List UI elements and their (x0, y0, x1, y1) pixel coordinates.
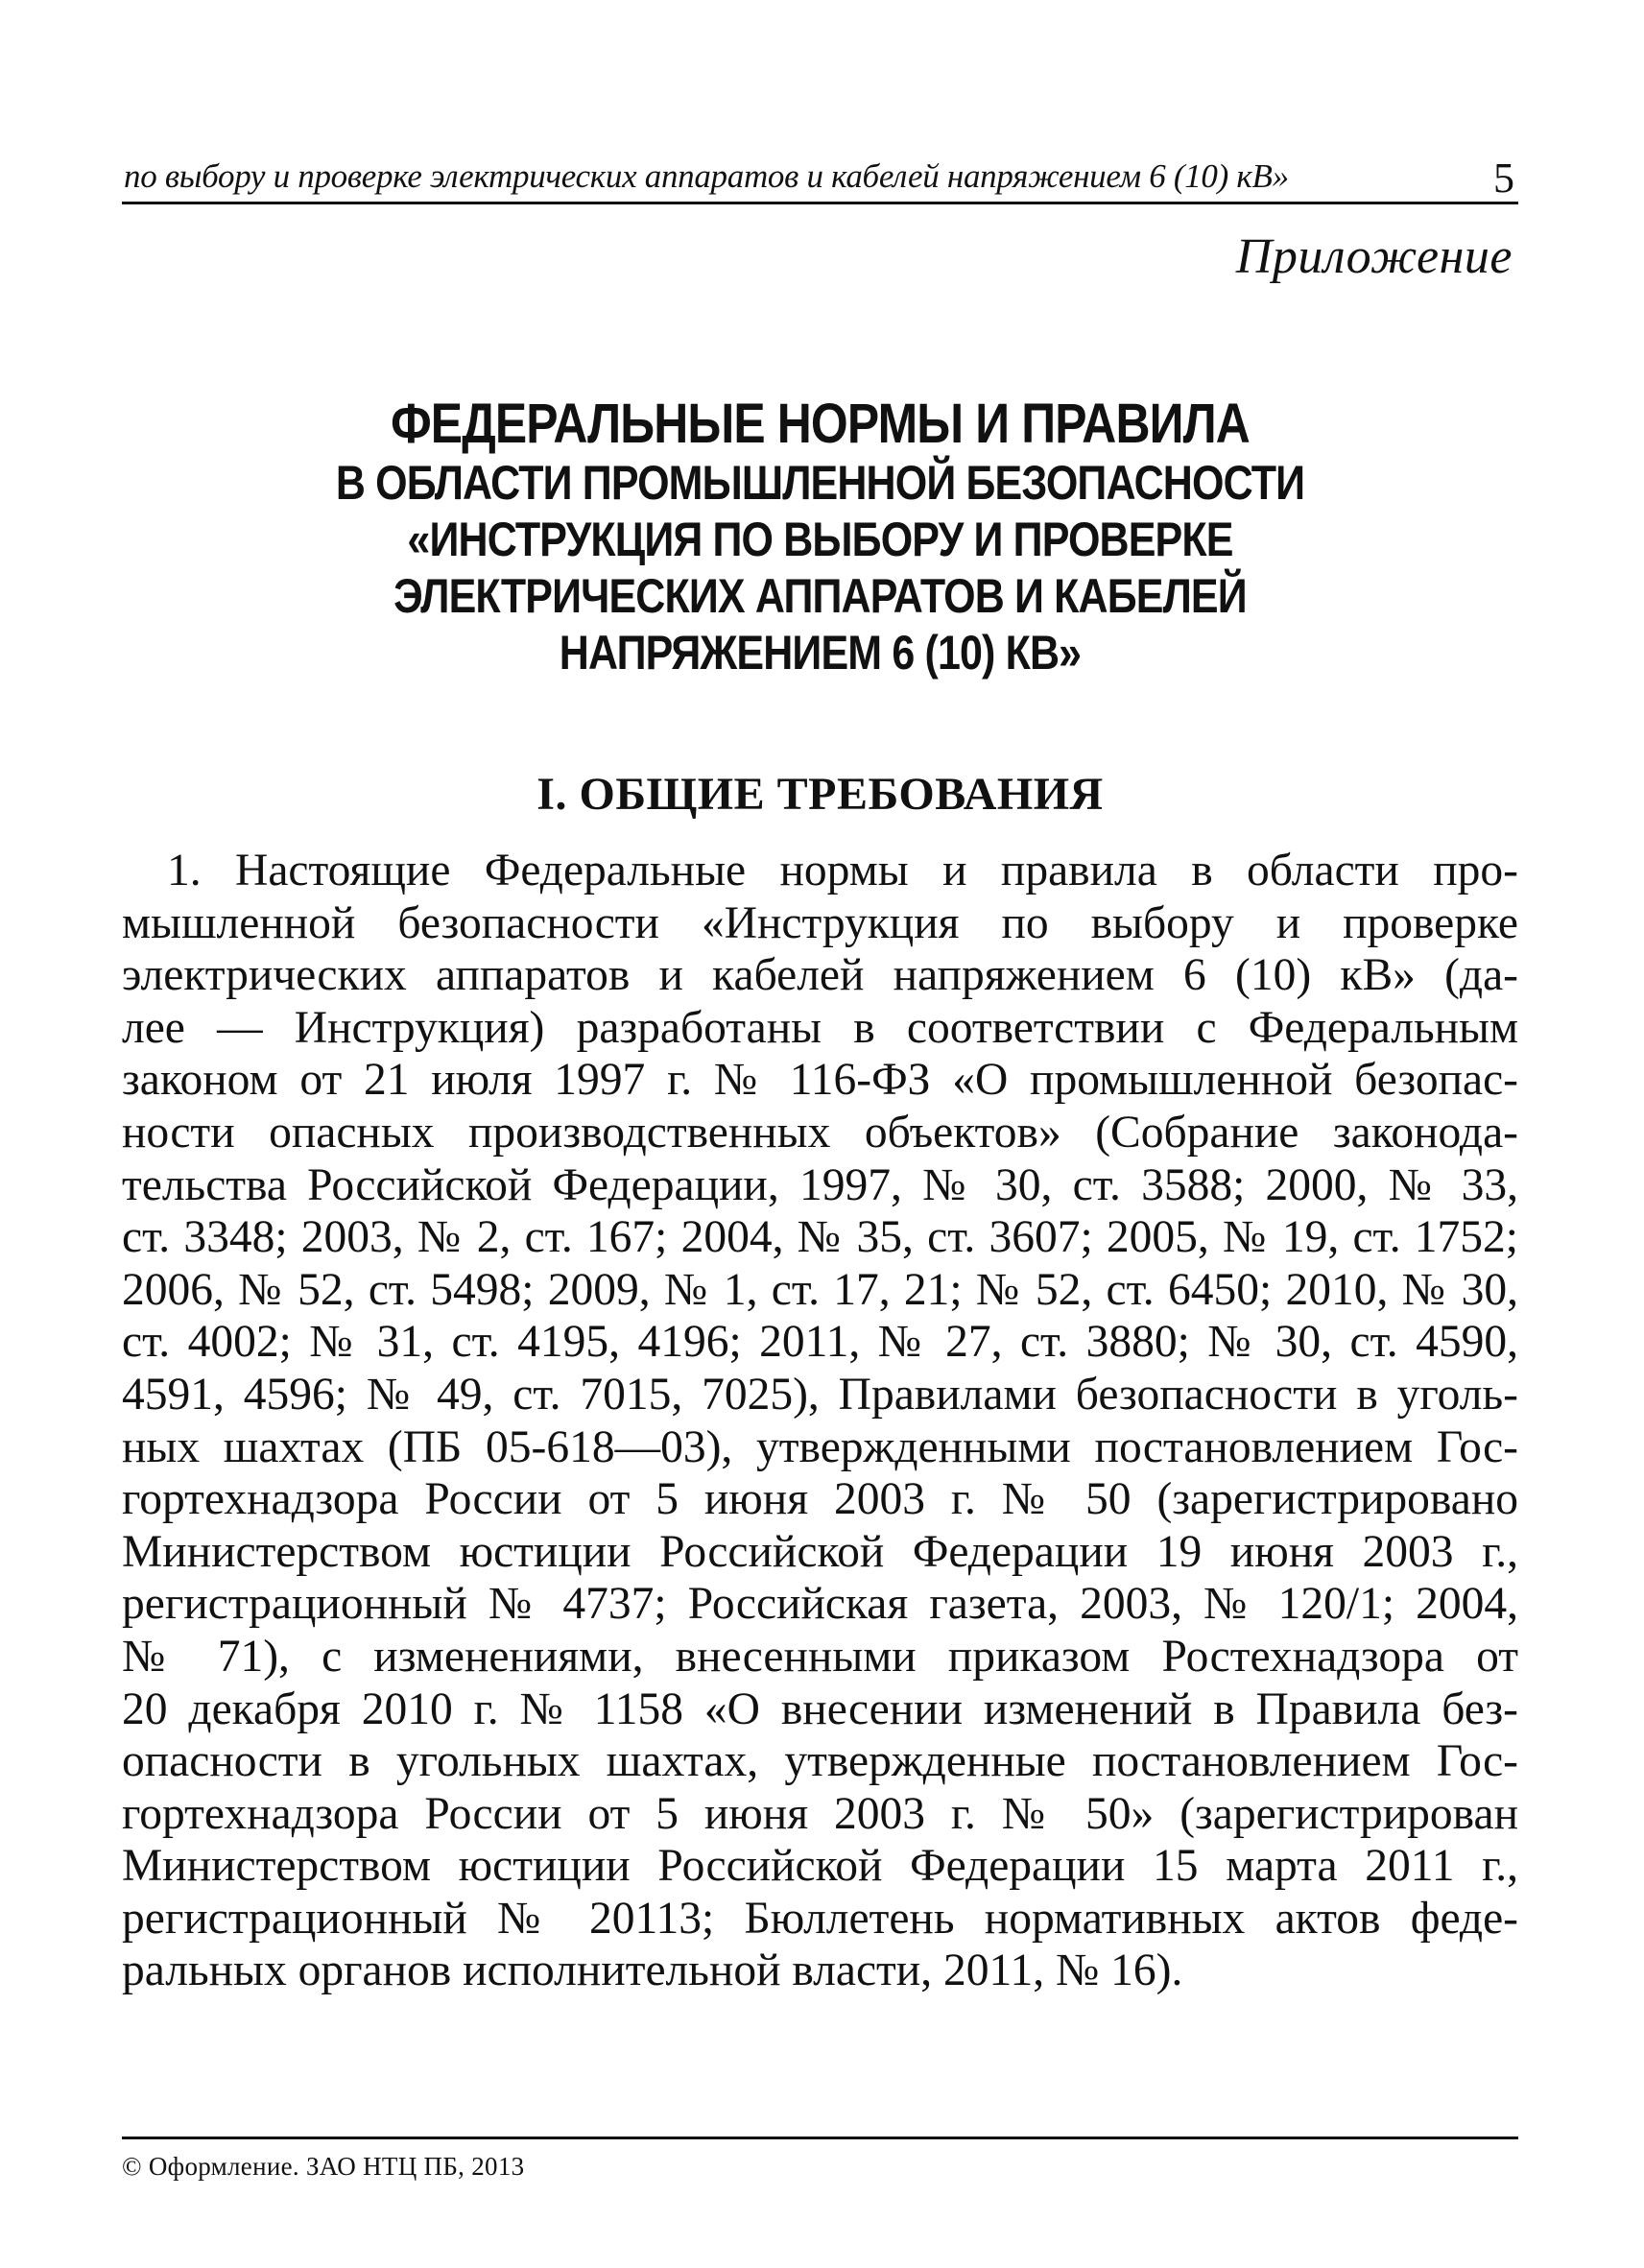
title-line: НАПРЯЖЕНИЕМ 6 (10) КВ» (559, 626, 1082, 680)
paragraph-line: ности опасных производственных объектов» (Собрание законода- (122, 1107, 1518, 1158)
paragraph-line: ст. 3348; 2003, № 2, ст. 167; 2004, № 35, ст. 3607; 2005, № 19, ст. 1752; (122, 1212, 1518, 1263)
paragraph-line: электрических аппаратов и кабелей напряжением 6 (10) кВ» (да- (122, 950, 1518, 1001)
title-line: ЭЛЕКТРИЧЕСКИХ АППАРАТОВ И КАБЕЛЕЙ (393, 569, 1247, 623)
paragraph-line: ральных органов исполнительной власти, 2011, № 16). (122, 1946, 1183, 1996)
paragraph-line: ных шахтах (ПБ 05-618—03), утвержденными постановлением Гос- (122, 1421, 1518, 1472)
paragraph-line: Министерством юстиции Российской Федерации 19 июня 2003 г., (122, 1526, 1518, 1577)
paragraph-line: мышленной безопасности «Инструкция по выбору и проверке (122, 897, 1518, 948)
paragraph-line: Министерством юстиции Российской Федерации 15 марта 2011 г., (122, 1841, 1518, 1892)
paragraph-line: тельства Российской Федерации, 1997, № 30, ст. 3588; 2000, № 33, (122, 1159, 1518, 1210)
running-header (122, 152, 1518, 204)
paragraph-line: 4591, 4596; № 49, ст. 7015, 7025), Правилами безопасности в уголь- (122, 1369, 1518, 1420)
title-line: В ОБЛАСТИ ПРОМЫШЛЕННОЙ БЕЗОПАСНОСТИ (335, 456, 1305, 510)
paragraph-line: 2006, № 52, ст. 5498; 2009, № 1, ст. 17, 21; № 52, ст. 6450; 2010, № 30, (122, 1264, 1518, 1315)
paragraph-line: регистрационный № 4737; Российская газета, 2003, № 120/1; 2004, (122, 1579, 1518, 1630)
paragraph-line: лее — Инструкция) разработаны в соответствии с Федеральным (122, 1002, 1518, 1053)
paragraph-line: гортехнадзора России от 5 июня 2003 г. № 50» (зарегистрирован (122, 1788, 1518, 1839)
title-line: ФЕДЕРАЛЬНЫЕ НОРМЫ И ПРАВИЛА (391, 393, 1250, 455)
title-line: «ИНСТРУКЦИЯ ПО ВЫБОРУ И ПРОВЕРКЕ (407, 513, 1233, 566)
document-title (220, 394, 1420, 681)
paragraph-line: опасности в угольных шахтах, утвержденные постановлением Гос- (122, 1736, 1518, 1787)
footer-divider (122, 2137, 1518, 2139)
paragraph-line: законом от 21 июля 1997 г. № 116-ФЗ «О промышленной безопас- (122, 1055, 1518, 1106)
running-title: по выбору и проверке электрических аппаратов и кабелей напряжением 6 (10) кВ» (124, 157, 1289, 195)
copyright-footer: © Оформление. ЗАО НТЦ ПБ, 2013 (122, 2152, 525, 2181)
paragraph-line: регистрационный № 20113; Бюллетень нормативных актов феде- (122, 1893, 1518, 1944)
paragraph-line: 20 декабря 2010 г. № 1158 «О внесении изменений в Правила без- (122, 1683, 1518, 1734)
section-heading: I. ОБЩИЕ ТРЕБОВАНИЯ (536, 769, 1104, 820)
appendix-label: Приложение (1235, 229, 1513, 284)
paragraph-1 (122, 845, 1518, 1997)
paragraph-line: гортехнадзора России от 5 июня 2003 г. № 50 (зарегистрировано (122, 1474, 1518, 1525)
page-number: 5 (1493, 155, 1514, 202)
paragraph-line: 1. Настоящие Федеральные нормы и правила в области про- (167, 846, 1518, 895)
paragraph-line: № 71), с изменениями, внесенными приказом Ростехнадзора от (122, 1631, 1518, 1682)
paragraph-line: ст. 4002; № 31, ст. 4195, 4196; 2011, № 27, ст. 3880; № 30, ст. 4590, (122, 1317, 1518, 1368)
